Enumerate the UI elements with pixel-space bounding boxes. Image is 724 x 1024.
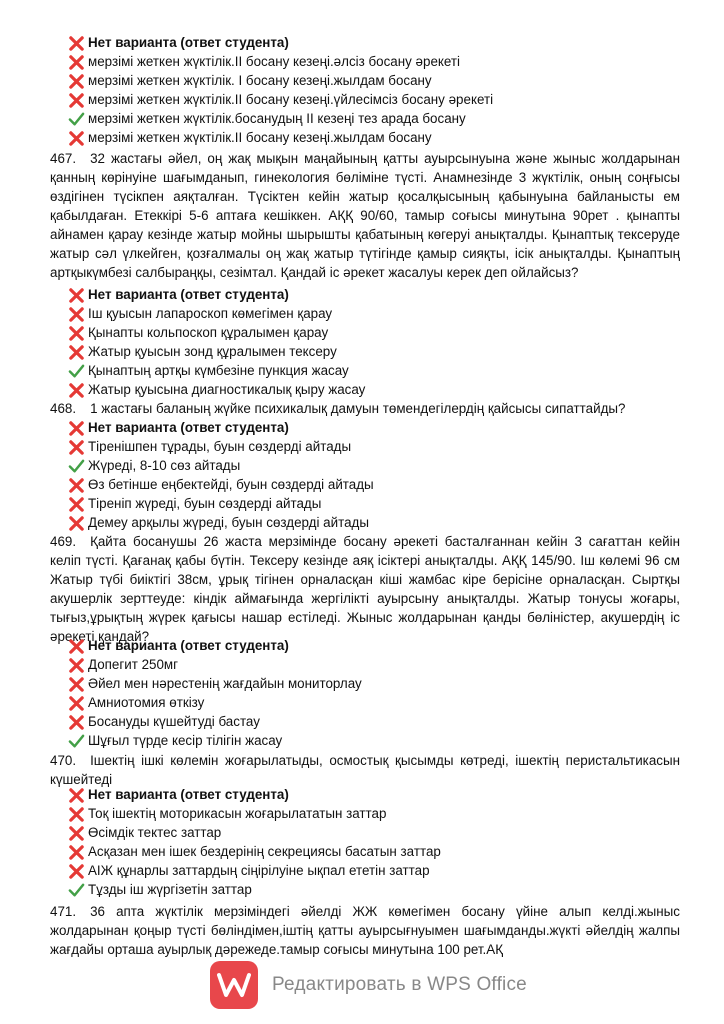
answer-option bbox=[68, 380, 365, 400]
green-check-icon bbox=[68, 111, 85, 128]
red-x-icon bbox=[68, 382, 85, 399]
question-text: 36 апта жүктілік мерзіміндегі әйелді ЖЖ көмегімен босану үйіне алып келді.жыныс жолдарынан қоңыр түсті бөліндімен,іштің қатты ауырсығнуымен шағымданды.жүкті әйелдің жалпы жағдайы орташа ауырлық дәрежеде.тамыр соғысы минутына 100 рет.АҚ bbox=[50, 904, 680, 957]
red-x-icon bbox=[68, 477, 85, 494]
answer-option bbox=[68, 804, 386, 824]
answer-option-text: Допегит 250мг bbox=[88, 657, 179, 672]
answer-option bbox=[68, 785, 289, 805]
red-x-icon bbox=[68, 130, 85, 147]
answer-option-text: Босануды күшейтуді бастау bbox=[88, 714, 260, 729]
answer-option bbox=[68, 418, 289, 438]
red-x-icon bbox=[68, 863, 85, 880]
red-x-icon bbox=[68, 825, 85, 842]
red-x-icon bbox=[68, 676, 85, 693]
red-x-icon bbox=[68, 73, 85, 90]
green-check-icon bbox=[68, 363, 85, 380]
edit-in-wps-button[interactable] bbox=[210, 960, 527, 1010]
red-x-icon bbox=[68, 496, 85, 513]
answer-option bbox=[68, 674, 362, 694]
answer-option-text: Асқазан мен ішек бездерінің секрециясы басатын заттар bbox=[88, 844, 441, 859]
answer-option-text: мерзімі жеткен жүктілік. І босану кезеңі.жылдам босану bbox=[88, 73, 432, 88]
answer-option bbox=[68, 693, 204, 713]
green-check-icon bbox=[68, 733, 85, 750]
answer-option bbox=[68, 90, 493, 110]
answer-option-text: Нет варианта (ответ студента) bbox=[88, 638, 289, 653]
answer-option-text: Демеу арқылы жүреді, буын сөздерді айтады bbox=[88, 515, 369, 530]
answer-option-text: Тоқ ішектің моторикасын жоғарылататын заттар bbox=[88, 806, 387, 821]
red-x-icon bbox=[68, 306, 85, 323]
answer-option-text: Нет варианта (ответ студента) bbox=[88, 35, 289, 50]
question-text: 32 жастағы әйел, оң жақ мықын маңайының қатты ауырсынуына және жыныс жолдарынан қанның көрінуіне шағымданып, гинекология бөліміне түсті. Анамнезінде 3 жүктілік, оның соңғысы өздігінен түсікпен аяқталған. Түсіктен кейін жатыр қосалқысының қабынуына байланысты ем қабылдаған. Етеккірі 5-6 аптаға кешіккен. АҚҚ 90/60, тамыр соғысы минутына 90рет . қынапты айнамен қарау кезінде жатыр мойны шырышты қабатының көгеруі анықталды. Қынаптық тексеруде жатыр сәл үлкейген, қозғалмалы оң жақ жатыр түтігінде қамыр сияқты, ісік анықталды. Қынаптың артқыкүмбезі салбыраңқы, сезімтал. Қандай іс әрекет жасалуы керек деп ойлайсыз? bbox=[50, 151, 680, 280]
answer-option-text: Қынаптың артқы күмбезіне пункция жасау bbox=[88, 363, 349, 378]
answer-option-text: Әйел мен нәрестенің жағдайын мониторлау bbox=[88, 676, 362, 691]
answer-option bbox=[68, 842, 441, 862]
answer-option-text: Нет варианта (ответ студента) bbox=[88, 787, 289, 802]
answer-option bbox=[68, 475, 374, 495]
question-text: 1 жастағы баланың жүйке психикалық дамуын төмендегілердің қайсысы сипаттайды? bbox=[90, 401, 626, 416]
answer-option-text: Іш қуысын лапароскоп көмегімен қарау bbox=[88, 306, 333, 321]
answer-option-text: Тіреніп жүреді, буын сөздерді айтады bbox=[88, 496, 322, 511]
answer-option-text: Тіренішпен тұрады, буын сөздерді айтады bbox=[88, 439, 352, 454]
question-number: 469. bbox=[50, 534, 77, 549]
answer-option-text: Жатыр қуысына диагностикалық қыру жасау bbox=[88, 382, 366, 397]
answer-option-text: мерзімі жеткен жүктілік.ІІ босану кезеңі.әлсіз босану әрекеті bbox=[88, 54, 461, 69]
question bbox=[50, 532, 680, 646]
question-text: Ішектің ішкі көлемін жоғарылатыды, осмостық қысымды көтреді, ішектің перистальтикасын күшейтеді bbox=[50, 753, 680, 787]
answer-option bbox=[68, 712, 260, 732]
answer-option-text: Нет варианта (ответ студента) bbox=[88, 287, 289, 302]
answer-option-text: Шұғыл түрде кесір тілігін жасау bbox=[88, 733, 283, 748]
answer-option-text: Өсімдік тектес заттар bbox=[88, 825, 222, 840]
edit-in-wps-label: Редактировать в WPS Office bbox=[272, 974, 527, 995]
answer-option-text: Нет варианта (ответ студента) bbox=[88, 420, 289, 435]
answer-option bbox=[68, 731, 282, 751]
question-text: Қайта босанушы 26 жаста мерзімінде босану әрекеті басталғаннан кейін 3 сағаттан кейін келіп түсті. Қағанақ қабы бүтін. Тексеру кезінде аяқ ісіктері анықталды. АҚҚ 145/90. Іш көлемі 96 см Жатыр түбі биіктігі 38см, ұрық тігінен орналасқан кіші жамбас кіре берісіне орналасқан. Сыртқы акушерлік зерттеуде: кіндік аймағында жергілікті ауырсыну анықталды. Жатыр тонусы жоғары, тығыз,ұрықтың жүрек қағысы нашар естіледі. Жыныс жолдарынан қанды бөліністер, акушердің іс әрекеті қандай? bbox=[50, 534, 680, 644]
red-x-icon bbox=[68, 657, 85, 674]
answer-option bbox=[68, 456, 240, 476]
red-x-icon bbox=[68, 54, 85, 71]
red-x-icon bbox=[68, 714, 85, 731]
answer-option bbox=[68, 636, 289, 656]
answer-option-text: Қынапты кольпоскоп құралымен қарау bbox=[88, 325, 329, 340]
red-x-icon bbox=[68, 439, 85, 456]
answer-option bbox=[68, 861, 430, 881]
answer-option bbox=[68, 494, 321, 514]
answer-option-text: Жатыр қуысын зонд құралымен тексеру bbox=[88, 344, 337, 359]
answer-option bbox=[68, 880, 252, 900]
wps-logo-icon bbox=[210, 961, 258, 1009]
red-x-icon bbox=[68, 787, 85, 804]
answer-option bbox=[68, 342, 337, 362]
answer-option-text: мерзімі жеткен жүктілік.босанудың ІІ кезеңі тез арада босану bbox=[88, 111, 466, 126]
answer-option-text: Жүреді, 8-10 сөз айтады bbox=[88, 458, 241, 473]
answer-option bbox=[68, 128, 432, 148]
red-x-icon bbox=[68, 420, 85, 437]
answer-option bbox=[68, 513, 369, 533]
red-x-icon bbox=[68, 638, 85, 655]
question bbox=[50, 751, 680, 789]
answer-option-text: Өз бетінше еңбектейді, буын сөздерді айтады bbox=[88, 477, 374, 492]
answer-option bbox=[68, 823, 221, 843]
red-x-icon bbox=[68, 92, 85, 109]
question bbox=[50, 149, 680, 282]
red-x-icon bbox=[68, 344, 85, 361]
red-x-icon bbox=[68, 325, 85, 342]
answer-option-text: Амниотомия өткізу bbox=[88, 695, 205, 710]
question-number: 467. bbox=[50, 151, 77, 166]
answer-option bbox=[68, 304, 332, 324]
red-x-icon bbox=[68, 35, 85, 52]
question-number: 468. bbox=[50, 401, 77, 416]
question-number: 470. bbox=[50, 753, 77, 768]
answer-option-text: мерзімі жеткен жүктілік.ІІ босану кезеңі.үйлесімсіз босану әрекеті bbox=[88, 92, 494, 107]
question-number: 471. bbox=[50, 904, 77, 919]
answer-option bbox=[68, 71, 432, 91]
answer-option bbox=[68, 33, 289, 53]
green-check-icon bbox=[68, 882, 85, 899]
answer-option-text: Тұзды іш жүргізетін заттар bbox=[88, 882, 252, 897]
red-x-icon bbox=[68, 844, 85, 861]
question bbox=[50, 399, 680, 418]
answer-option bbox=[68, 323, 328, 343]
red-x-icon bbox=[68, 806, 85, 823]
question bbox=[50, 902, 680, 959]
red-x-icon bbox=[68, 515, 85, 532]
answer-option bbox=[68, 52, 460, 72]
answer-option-text: мерзімі жеткен жүктілік.ІІ босану кезеңі.жылдам босану bbox=[88, 130, 432, 145]
answer-option bbox=[68, 437, 351, 457]
answer-option bbox=[68, 109, 466, 129]
red-x-icon bbox=[68, 695, 85, 712]
answer-option bbox=[68, 285, 289, 305]
green-check-icon bbox=[68, 458, 85, 475]
answer-option-text: АІЖ құнарлы заттардың сіңірілуіне ықпал ететін заттар bbox=[88, 863, 430, 878]
answer-option bbox=[68, 655, 178, 675]
red-x-icon bbox=[68, 287, 85, 304]
answer-option bbox=[68, 361, 349, 381]
